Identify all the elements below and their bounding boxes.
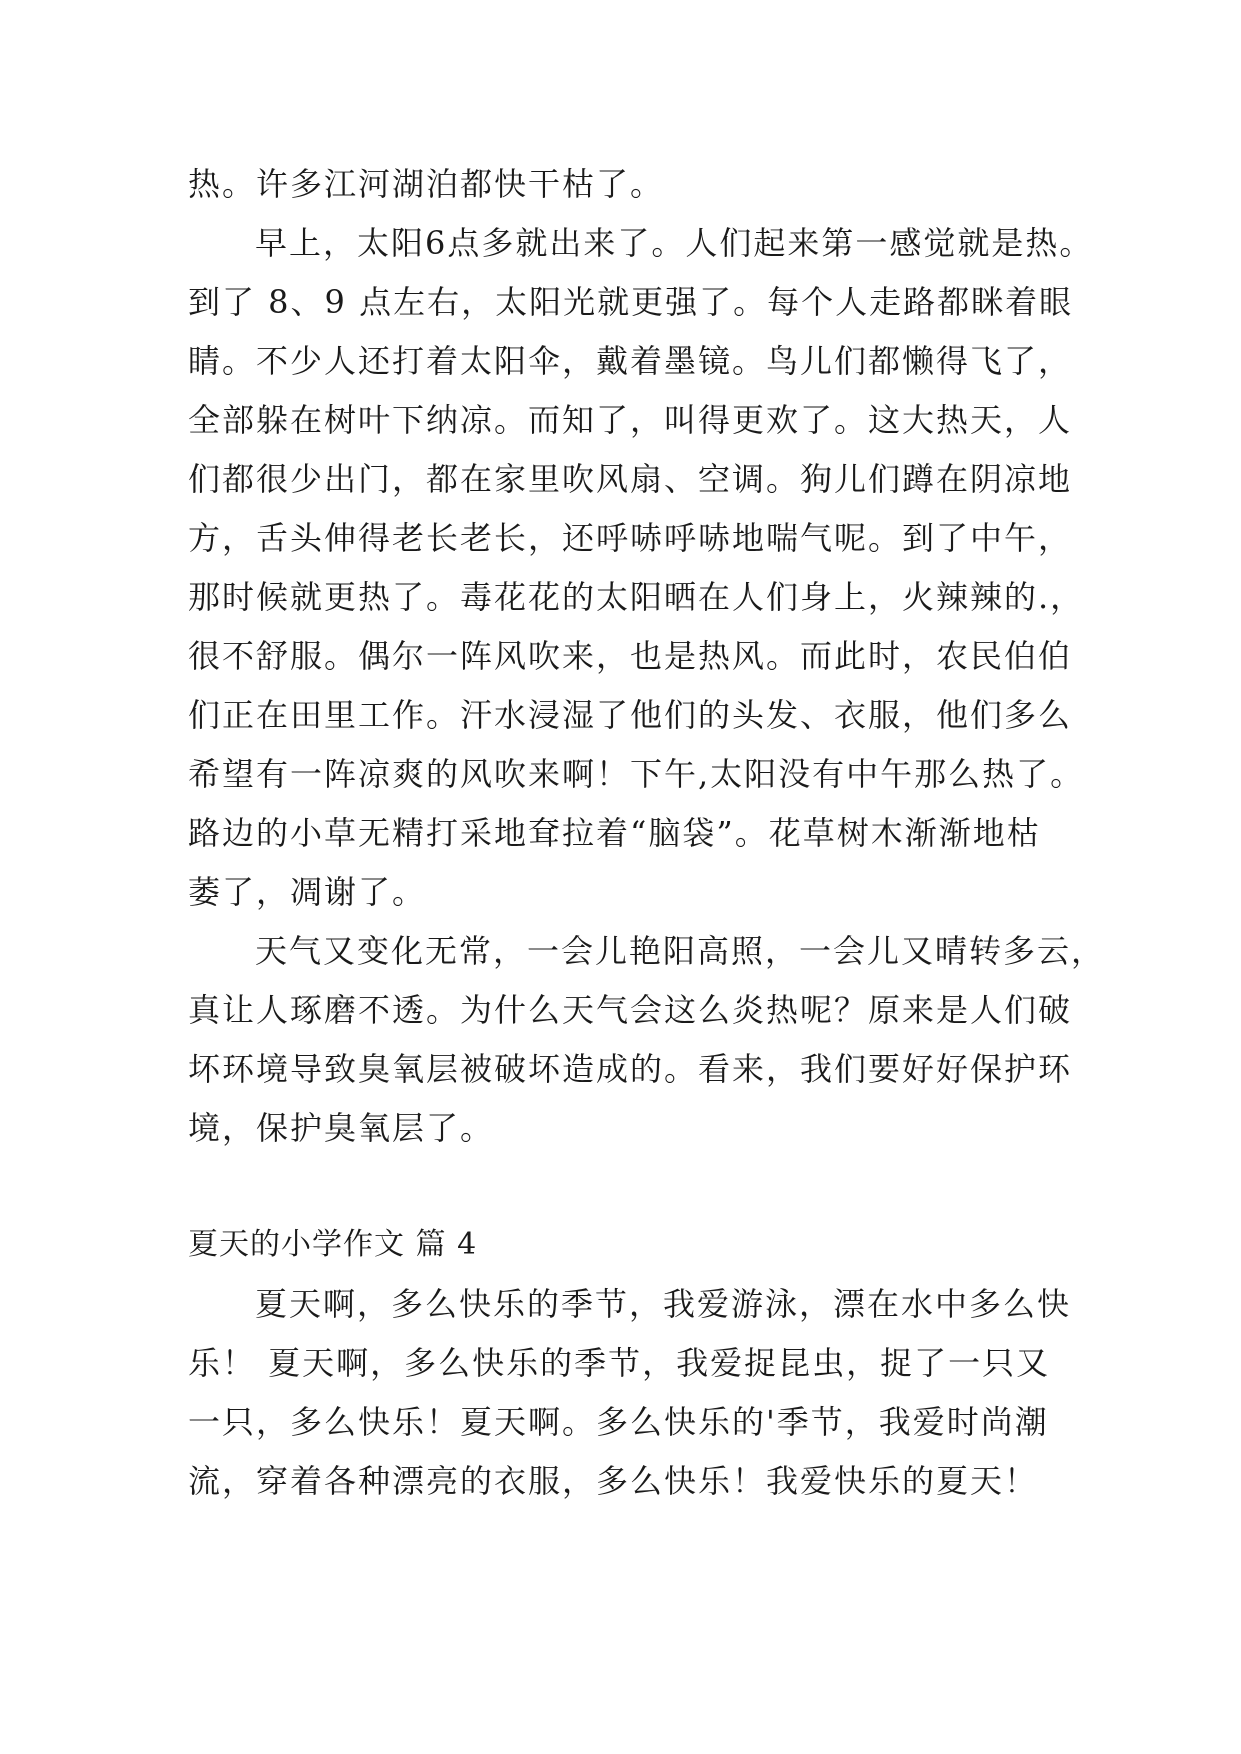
text-line: 到了 8、9 点左右，太阳光就更强了。每个人走路都眯着眼 <box>188 283 1074 321</box>
text-line: 天气又变化无常，一会儿艳阳高照，一会儿又晴转多云， <box>255 932 1106 970</box>
text-line: 全部躲在树叶下纳凉。而知了，叫得更欢了。这大热天，人 <box>188 401 1073 439</box>
text-line: 境，保护臭氧层了。 <box>188 1109 495 1147</box>
text-line: 真让人琢磨不透。为什么天气会这么炎热呢？原来是人们破 <box>188 991 1073 1029</box>
text-line: 很不舒服。偶尔一阵风吹来，也是热风。而此时，农民伯伯 <box>188 637 1073 675</box>
text-line: 早上，太阳6点多就出来了。人们起来第一感觉就是热。 <box>255 224 1094 262</box>
text-line: 路边的小草无精打采地耷拉着“脑袋”。花草树木渐渐地枯 <box>188 814 1041 852</box>
text-line: 希望有一阵凉爽的风吹来啊！下午,太阳没有中午那么热了。 <box>188 755 1085 793</box>
text-line: 乐！ 夏天啊，多么快乐的季节，我爱捉昆虫，捉了一只又 <box>188 1344 1051 1382</box>
text-line: 萎了，凋谢了。 <box>188 873 427 911</box>
text-line: 流，穿着各种漂亮的衣服，多么快乐！我爱快乐的夏天！ <box>188 1462 1039 1500</box>
text-line: 坏环境导致臭氧层被破坏造成的。看来，我们要好好保护环 <box>188 1050 1073 1088</box>
section-heading: 夏天的小学作文 篇 4 <box>188 1227 478 1262</box>
text-line: 夏天啊，多么快乐的季节，我爱游泳，漂在水中多么快 <box>255 1285 1072 1323</box>
text-line: 那时候就更热了。毒花花的太阳晒在人们身上，火辣辣的.， <box>188 578 1085 616</box>
text-line: 们都很少出门，都在家里吹风扇、空调。狗儿们蹲在阴凉地 <box>188 460 1073 498</box>
text-line: 睛。不少人还打着太阳伞，戴着墨镜。鸟儿们都懒得飞了， <box>188 342 1073 380</box>
text-line: 热。许多江河湖泊都快干枯了。 <box>188 165 665 203</box>
text-line: 方，舌头伸得老长老长，还呼哧呼哧地喘气呢。到了中午， <box>188 519 1073 557</box>
text-line: 一只，多么快乐！夏天啊。多么快乐的'季节，我爱时尚潮 <box>188 1403 1049 1441</box>
text-line: 们正在田里工作。汗水浸湿了他们的头发、衣服，他们多么 <box>188 696 1073 734</box>
